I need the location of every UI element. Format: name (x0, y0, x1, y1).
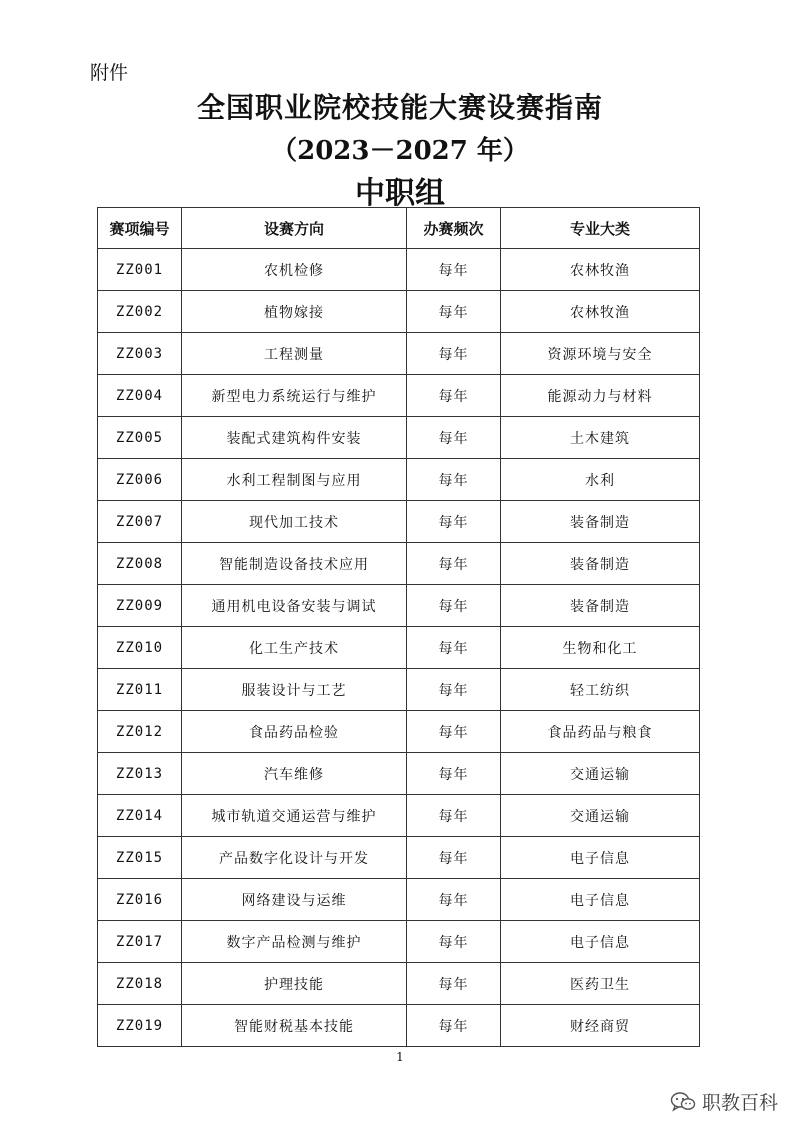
cell-code: ZZ016 (98, 879, 182, 921)
cell-frequency: 每年 (407, 669, 501, 711)
cell-frequency: 每年 (407, 837, 501, 879)
cell-direction: 护理技能 (182, 963, 407, 1005)
cell-category: 财经商贸 (501, 1005, 700, 1047)
competition-table (97, 207, 700, 1047)
table-row (98, 417, 700, 459)
cell-frequency: 每年 (407, 333, 501, 375)
cell-direction: 通用机电设备安装与调试 (182, 585, 407, 627)
cell-category: 装备制造 (501, 585, 700, 627)
cell-direction: 智能制造设备技术应用 (182, 543, 407, 585)
cell-direction: 智能财税基本技能 (182, 1005, 407, 1047)
cell-direction: 农机检修 (182, 249, 407, 291)
table-row (98, 753, 700, 795)
cell-code: ZZ008 (98, 543, 182, 585)
cell-category: 交通运输 (501, 753, 700, 795)
cell-code: ZZ013 (98, 753, 182, 795)
cell-frequency: 每年 (407, 459, 501, 501)
column-header-category: 专业大类 (501, 208, 700, 249)
cell-frequency: 每年 (407, 753, 501, 795)
cell-frequency: 每年 (407, 417, 501, 459)
cell-category: 轻工纺织 (501, 669, 700, 711)
table-body (98, 249, 700, 1047)
watermark-text: 职教百科 (701, 1092, 778, 1114)
cell-category: 水利 (501, 459, 700, 501)
cell-code: ZZ001 (98, 249, 182, 291)
column-header-code: 赛项编号 (98, 208, 182, 249)
table-row (98, 459, 700, 501)
cell-category: 电子信息 (501, 879, 700, 921)
attachment-label: 附件 (90, 62, 129, 84)
cell-code: ZZ011 (98, 669, 182, 711)
cell-code: ZZ007 (98, 501, 182, 543)
table-header-row (98, 208, 700, 249)
wechat-icon (670, 1091, 696, 1113)
cell-category: 食品药品与粮食 (501, 711, 700, 753)
cell-direction: 服装设计与工艺 (182, 669, 407, 711)
cell-frequency: 每年 (407, 291, 501, 333)
cell-direction: 网络建设与运维 (182, 879, 407, 921)
table-row (98, 921, 700, 963)
cell-direction: 新型电力系统运行与维护 (182, 375, 407, 417)
cell-category: 医药卫生 (501, 963, 700, 1005)
table-row (98, 837, 700, 879)
table-row (98, 291, 700, 333)
cell-category: 农林牧渔 (501, 291, 700, 333)
table-row (98, 711, 700, 753)
cell-frequency: 每年 (407, 585, 501, 627)
column-header-frequency: 办赛频次 (407, 208, 501, 249)
page-title: 全国职业院校技能大赛设赛指南 (196, 91, 603, 124)
cell-category: 装备制造 (501, 543, 700, 585)
cell-direction: 数字产品检测与维护 (182, 921, 407, 963)
cell-frequency: 每年 (407, 711, 501, 753)
table-row (98, 879, 700, 921)
cell-code: ZZ017 (98, 921, 182, 963)
cell-code: ZZ003 (98, 333, 182, 375)
table-row (98, 669, 700, 711)
page-number: 1 (396, 1050, 404, 1064)
table-row (98, 249, 700, 291)
cell-category: 电子信息 (501, 837, 700, 879)
cell-frequency: 每年 (407, 627, 501, 669)
cell-direction: 现代加工技术 (182, 501, 407, 543)
cell-code: ZZ002 (98, 291, 182, 333)
cell-frequency: 每年 (407, 795, 501, 837)
cell-code: ZZ014 (98, 795, 182, 837)
cell-direction: 植物嫁接 (182, 291, 407, 333)
watermark (670, 1088, 778, 1115)
table-row (98, 501, 700, 543)
cell-frequency: 每年 (407, 879, 501, 921)
table-row (98, 627, 700, 669)
cell-category: 装备制造 (501, 501, 700, 543)
group-heading: 中职组 (355, 176, 445, 211)
cell-direction: 产品数字化设计与开发 (182, 837, 407, 879)
cell-category: 生物和化工 (501, 627, 700, 669)
cell-frequency: 每年 (407, 375, 501, 417)
cell-code: ZZ005 (98, 417, 182, 459)
cell-frequency: 每年 (407, 963, 501, 1005)
table-row (98, 795, 700, 837)
cell-frequency: 每年 (407, 543, 501, 585)
cell-frequency: 每年 (407, 249, 501, 291)
cell-code: ZZ006 (98, 459, 182, 501)
cell-direction: 装配式建筑构件安装 (182, 417, 407, 459)
table-row (98, 375, 700, 417)
cell-category: 土木建筑 (501, 417, 700, 459)
cell-frequency: 每年 (407, 1005, 501, 1047)
cell-direction: 工程测量 (182, 333, 407, 375)
cell-direction: 城市轨道交通运营与维护 (182, 795, 407, 837)
cell-code: ZZ018 (98, 963, 182, 1005)
table-row (98, 963, 700, 1005)
cell-direction: 汽车维修 (182, 753, 407, 795)
cell-code: ZZ010 (98, 627, 182, 669)
column-header-direction: 设赛方向 (182, 208, 407, 249)
cell-code: ZZ009 (98, 585, 182, 627)
table-row (98, 1005, 700, 1047)
cell-direction: 食品药品检验 (182, 711, 407, 753)
cell-category: 农林牧渔 (501, 249, 700, 291)
cell-category: 资源环境与安全 (501, 333, 700, 375)
cell-code: ZZ004 (98, 375, 182, 417)
cell-code: ZZ012 (98, 711, 182, 753)
cell-category: 电子信息 (501, 921, 700, 963)
cell-direction: 水利工程制图与应用 (182, 459, 407, 501)
cell-frequency: 每年 (407, 501, 501, 543)
cell-code: ZZ019 (98, 1005, 182, 1047)
cell-code: ZZ015 (98, 837, 182, 879)
table-row (98, 333, 700, 375)
table-row (98, 585, 700, 627)
cell-frequency: 每年 (407, 921, 501, 963)
table-row (98, 543, 700, 585)
cell-category: 能源动力与材料 (501, 375, 700, 417)
year-range: （2023－2027 年） (271, 136, 529, 166)
cell-direction: 化工生产技术 (182, 627, 407, 669)
cell-category: 交通运输 (501, 795, 700, 837)
